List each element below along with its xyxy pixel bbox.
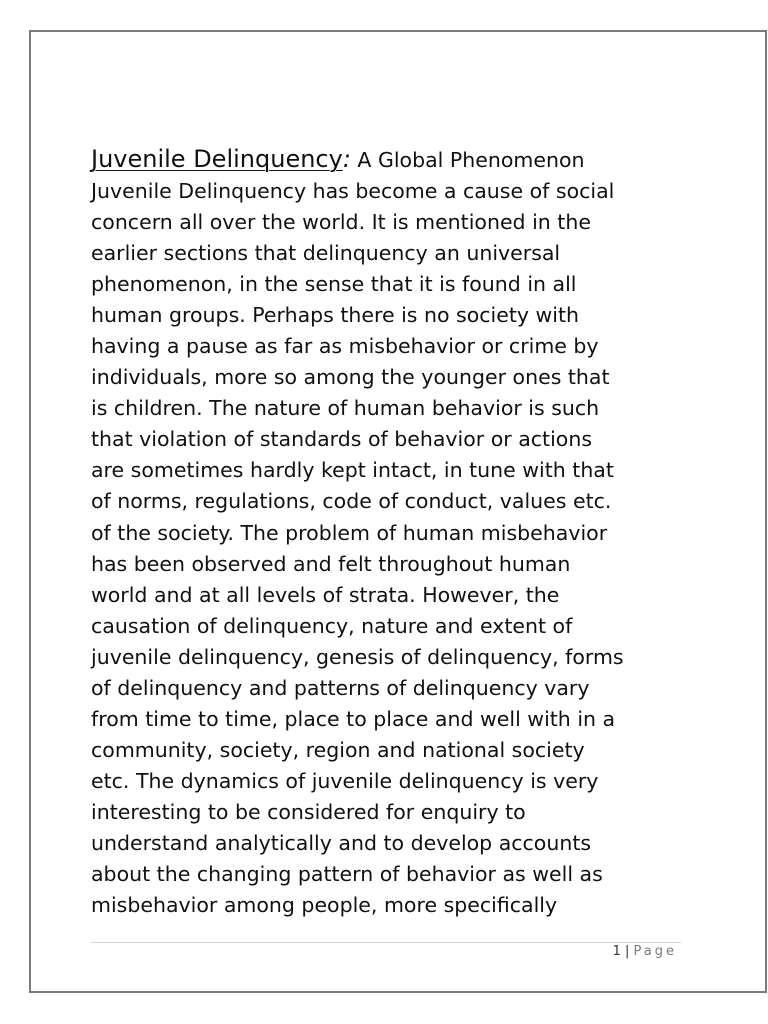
heading-title: Juvenile Delinquency (91, 145, 343, 173)
body-line: Juvenile Delinquency has become a cause of social (91, 179, 615, 203)
body-line: concern all over the world. It is mentioned in the (91, 210, 591, 235)
footer-separator: | (620, 944, 634, 959)
body-line: of the society. The problem of human misbehavior (91, 520, 608, 545)
body-line: that violation of standards of behavior or actions (91, 427, 592, 452)
body-paragraph (91, 176, 691, 921)
body-line: causation of delinquency, nature and extent of (91, 613, 573, 638)
body-line: are sometimes hardly kept intact, in tune with that (91, 458, 614, 483)
page-label: Page (633, 944, 677, 959)
body-line: earlier sections that delinquency an universal (91, 241, 561, 266)
body-line: juvenile delinquency, genesis of delinquency, forms (91, 644, 624, 669)
section-heading (91, 144, 691, 176)
body-line: understand analytically and to develop accounts (91, 830, 592, 855)
body-line: has been observed and felt throughout human (91, 551, 571, 576)
body-line: having a pause as far as misbehavior or crime by (91, 334, 599, 359)
body-line: of delinquency and patterns of delinquency vary (91, 675, 590, 700)
footer-divider (91, 942, 681, 943)
body-line: interesting to be considered for enquiry to (91, 799, 526, 824)
body-line: community, society, region and national society (91, 737, 585, 762)
body-line: from time to time, place to place and well with in a (91, 706, 616, 731)
body-line: of norms, regulations, code of conduct, values etc. (91, 489, 612, 514)
body-line: etc. The dynamics of juvenile delinquency is very (91, 768, 599, 793)
document-body (91, 144, 691, 921)
body-line: about the changing pattern of behavior as well as (91, 862, 603, 887)
body-line: human groups. Perhaps there is no society with (91, 303, 580, 328)
heading-subtitle: A Global Phenomenon (350, 148, 585, 172)
page-footer (613, 943, 677, 961)
heading-colon: : (342, 145, 351, 173)
body-line: misbehavior among people, more specifically (91, 893, 558, 918)
body-line: phenomenon, in the sense that it is found in all (91, 272, 577, 297)
document-page (29, 30, 767, 993)
page-number: 1 (612, 944, 621, 959)
body-line: individuals, more so among the younger ones that (91, 365, 610, 390)
body-line: is children. The nature of human behavior is such (91, 396, 600, 421)
body-line: world and at all levels of strata. However, the (91, 582, 560, 607)
